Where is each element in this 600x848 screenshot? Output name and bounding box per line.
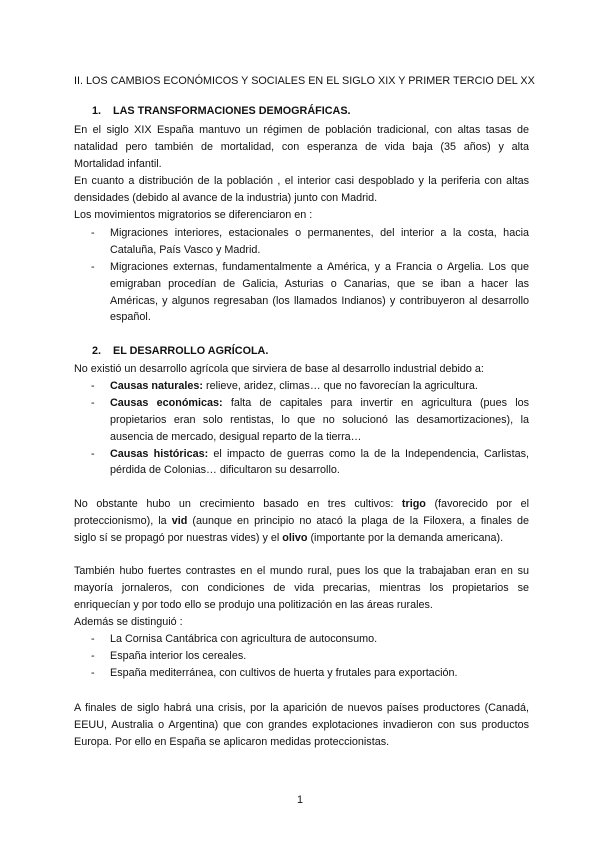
text-line (74, 513, 529, 530)
regions-list (74, 631, 529, 682)
page-number: 1 (296, 794, 303, 806)
text-run: proteccionismo), la (74, 514, 172, 527)
text-run: siglo sí se propagó por nuestras vides) y el (74, 531, 283, 544)
text-line: relieve, aridez, climas… que no favorecían la agricultura. (203, 380, 478, 392)
text-line (74, 530, 529, 547)
list-dash: - (91, 227, 95, 239)
text-run: (importante por la demanda americana). (307, 531, 504, 544)
section-2-heading (92, 345, 268, 357)
distinguished-intro (74, 614, 529, 631)
text-line: Mortalidad infantil. (74, 157, 162, 170)
text-line: No existió un desarrollo agrícola que sirviera de base al desarrollo industrial debido a: (74, 363, 484, 375)
list-dash: - (91, 380, 95, 392)
text-line (74, 496, 529, 513)
list-dash: - (91, 447, 95, 460)
section-1-number: 1. (92, 105, 102, 117)
text-line: Migraciones externas, fundamentalmente a América, y a Francia o Argelia. Los que (110, 260, 529, 273)
text-line: propietarios eran solo rentistas, lo que no solucionó las desamortizaciones), la (110, 413, 529, 426)
list-item (74, 446, 529, 480)
section-1-paragraph-3 (74, 207, 529, 224)
crop-vid: vid (171, 514, 188, 527)
text-line: A finales de siglo habrá una crisis, por la aparición de nuevos países productores (Canadá, (74, 702, 529, 714)
text-line: el impacto de guerras como la de la Independencia, Carlistas, (208, 447, 529, 460)
list-item (74, 225, 529, 259)
document-title: II. LOS CAMBIOS ECONÓMICOS Y SOCIALES EN EL SIGLO XIX Y PRIMER TERCIO DEL XX (74, 75, 535, 87)
section-2-number: 2. (92, 345, 102, 357)
text-line: En cuanto a distribución de la población , el interior casi despoblado y la periferia con altas (74, 175, 529, 187)
list-dash: - (91, 260, 95, 273)
section-1-paragraph-2 (74, 173, 529, 207)
cause-label: Causas naturales: (110, 380, 204, 392)
list-item (74, 395, 529, 446)
text-line: Los movimientos migratorios se diferenciaron en : (74, 209, 313, 221)
section-1-paragraph-1 (74, 122, 529, 173)
text-line: natalidad pero también de mortalidad, con esperanza de vida baja (35 años) y alta (74, 140, 529, 153)
text-line: EEUU, Australia o Argentina) que con grandes explotaciones invadieron con sus productos (74, 718, 529, 731)
text-line: Europa. Por ello en España se aplicaron medidas proteccionistas. (74, 735, 390, 748)
migration-list (74, 225, 529, 326)
section-2-title: EL DESARROLLO AGRÍCOLA. (113, 345, 269, 357)
crops-paragraph (74, 496, 529, 547)
text-line: falta de capitales para invertir en agricultura (pues los (222, 396, 529, 409)
text-line: enriquecían y por todo ello se produjo una politización en las áreas rurales. (74, 598, 433, 611)
text-line: Cataluña, País Vasco y Madrid. (110, 243, 261, 256)
list-dash: - (91, 633, 95, 645)
list-item (74, 259, 529, 327)
cause-label: Causas económicas: (110, 396, 223, 409)
text-run: (favorecido por el (425, 498, 529, 510)
text-line: España mediterránea, con cultivos de huerta y frutales para exportación. (110, 666, 458, 679)
text-run: (aunque en principio no atacó la plaga de la Filoxera, a finales de (187, 514, 529, 527)
text-line: pérdida de Colonias… dificultaron su desarrollo. (110, 464, 340, 477)
text-line: La Cornisa Cantábrica con agricultura de autoconsumo. (110, 633, 378, 645)
text-line: Además se distinguió : (74, 616, 183, 628)
text-line: español. (110, 311, 151, 324)
text-line: mayoría jornaleros, con condiciones de vida precarias, mientras los propietarios se (74, 581, 529, 594)
crop-trigo: trigo (401, 498, 426, 510)
text-run: No obstante hubo un crecimiento basado en tres cultivos: (74, 498, 402, 510)
section-1-title: LAS TRANSFORMACIONES DEMOGRÁFICAS. (113, 105, 351, 117)
text-line: Américas, y algunos regresaban (los llamados Indianos) y contribuyeron al desarrollo (110, 294, 529, 307)
rural-paragraph (74, 563, 529, 614)
list-item (74, 648, 529, 665)
text-line: En el siglo XIX España mantuvo un régimen de población tradicional, con altas tasas de (74, 124, 529, 136)
list-item (74, 665, 529, 682)
cause-label: Causas históricas: (110, 447, 209, 460)
text-line: España interior los cereales. (110, 649, 247, 662)
causes-list (74, 378, 529, 479)
list-dash: - (91, 649, 95, 662)
text-line: ausencia de mercado, desigual reparto de la tierra… (110, 430, 362, 443)
list-item (74, 631, 529, 648)
section-2-intro (74, 361, 529, 378)
list-dash: - (91, 396, 95, 409)
text-line: emigraban procedían de Galicia, Asturias o Canarias, que se iban a hacer las (110, 277, 529, 290)
text-line: densidades (debido al avance de la industria) junto con Madrid. (74, 191, 378, 204)
crop-olivo: olivo (282, 531, 308, 544)
list-dash: - (91, 666, 95, 679)
list-item (74, 378, 529, 395)
crisis-paragraph (74, 700, 529, 751)
section-1-heading (92, 105, 351, 117)
text-line: Migraciones interiores, estacionales o permanentes, del interior a la costa, hacia (110, 227, 529, 239)
text-line: También hubo fuertes contrastes en el mundo rural, pues los que la trabajaban eran en su (74, 565, 529, 577)
